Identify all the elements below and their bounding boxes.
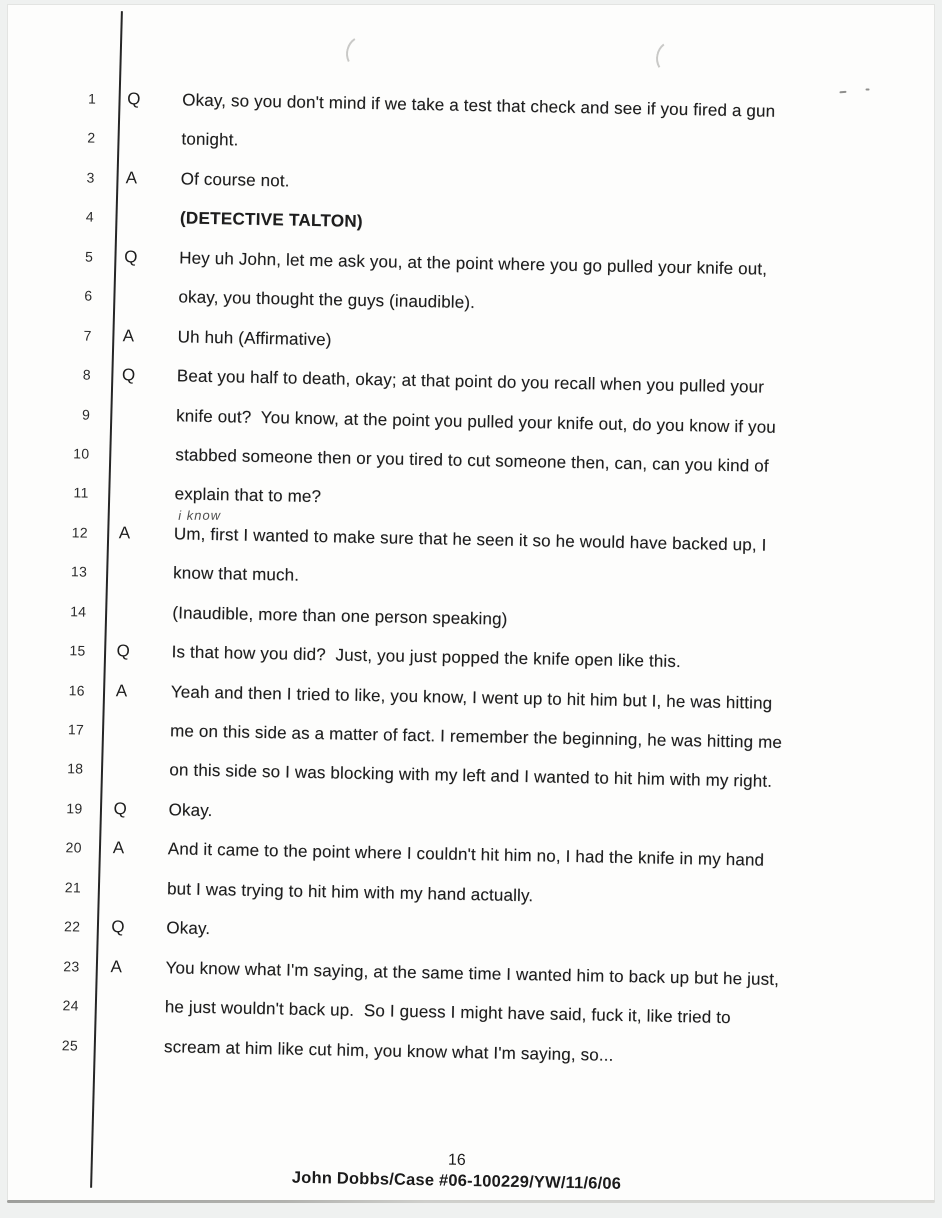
line-number: 15 — [69, 642, 86, 659]
line-number: 3 — [86, 169, 95, 186]
speaker-label: A — [118, 523, 131, 543]
line-number: 10 — [73, 445, 90, 462]
scan-edge-streak — [7, 1200, 935, 1203]
line-number: 7 — [83, 327, 92, 344]
speaker-label: A — [115, 680, 128, 700]
line-text: (Inaudible, more than one person speaking) — [172, 602, 508, 629]
line-number: 18 — [67, 760, 84, 778]
line-text: Of course not. — [180, 169, 290, 191]
speaker-label: Q — [124, 247, 138, 267]
line-text: stabbed someone then or you tired to cut someone then, can, can you kind of — [175, 445, 769, 476]
speaker-label: Q — [121, 365, 136, 385]
line-number: 4 — [85, 208, 95, 226]
line-number: 6 — [84, 287, 93, 304]
speaker-label: Q — [111, 917, 125, 937]
line-text: on this side so I was blocking with my left and I wanted to hit him with my right. — [169, 760, 773, 792]
page-number: 16 — [447, 1151, 466, 1169]
transcript-body — [7, 84, 935, 1088]
scan-artifact-mark — [839, 91, 846, 94]
scan-tilt-layer — [7, 5, 935, 1201]
line-text: And it came to the point where I couldn't hit him no, I had the knife in my hand — [167, 839, 765, 870]
line-text: scream at him like cut him, you know what I'm saying, so... — [163, 1036, 614, 1065]
line-text: Uh huh (Affirmative) — [177, 326, 332, 349]
line-number: 19 — [66, 800, 83, 817]
line-text: explain that to me? — [174, 484, 322, 507]
line-number: 13 — [70, 563, 88, 580]
line-text: Um, first I wanted to make sure that he seen it so he would have backed up, I — [173, 524, 767, 555]
line-number: 23 — [63, 957, 80, 975]
speaker-label: A — [125, 168, 138, 188]
line-text: Okay. — [168, 800, 213, 820]
line-number: 9 — [81, 405, 91, 423]
scan-artifact-arc — [653, 38, 689, 77]
line-text: Okay, so you don't mind if we take a test that check and see if you fired a gun — [182, 90, 776, 121]
speaker-label: Q — [116, 641, 131, 661]
line-number: 1 — [87, 90, 97, 107]
line-number: 5 — [84, 248, 94, 265]
speaker-label: A — [110, 956, 123, 976]
line-text: Is that how you did? Just, you just popped the knife open like this. — [171, 642, 682, 672]
line-number: 11 — [73, 484, 89, 502]
line-text: know that much. — [172, 563, 300, 585]
scan-artifact-arc — [342, 32, 380, 73]
line-text: Yeah and then I tried to like, you know, I went up to hit him but I, he was hitting — [170, 681, 773, 713]
handwritten-annotation: i know — [178, 507, 222, 523]
speaker-label: A — [122, 325, 135, 346]
line-text: okay, you thought the guys (inaudible). — [178, 287, 476, 313]
speaker-label: Q — [113, 799, 128, 819]
line-text: (DETECTIVE TALTON) — [179, 208, 364, 232]
line-number: 16 — [68, 681, 86, 699]
line-number: 2 — [87, 129, 96, 147]
line-text: but I was trying to hit him with my hand actually. — [166, 878, 534, 905]
line-text: tonight. — [181, 129, 239, 150]
line-text: You know what I'm saying, at the same time I wanted him to back up but he just, — [165, 957, 780, 989]
line-number: 12 — [71, 524, 89, 541]
line-text: knife out? You know, at the point you pulled your knife out, do you know if you — [175, 405, 777, 437]
line-text: he just wouldn't back up. So I guess I might have said, fuck it, like tried to — [164, 997, 731, 1028]
footer-case-line: John Dobbs/Case #06-100229/YW/11/6/06 — [291, 1168, 622, 1193]
line-text: Okay. — [166, 918, 211, 939]
line-number: 17 — [67, 721, 85, 738]
line-text: me on this side as a matter of fact. I remember the beginning, he was hitting me — [169, 721, 783, 752]
line-number: 20 — [65, 839, 82, 856]
speaker-label: A — [112, 838, 125, 858]
scan-artifact-mark — [866, 88, 870, 90]
line-text: Beat you half to death, okay; at that point do you recall when you pulled your — [176, 366, 765, 397]
line-number: 21 — [64, 879, 82, 896]
line-number: 22 — [63, 918, 81, 935]
scanned-transcript-page — [7, 4, 935, 1201]
line-text: Hey uh John, let me ask you, at the point where you go pulled your knife out, — [179, 248, 768, 279]
line-number: 24 — [62, 997, 79, 1014]
speaker-label: Q — [127, 89, 141, 109]
page-footer — [161, 1146, 752, 1196]
line-number: 25 — [61, 1036, 79, 1054]
line-number: 14 — [70, 602, 87, 620]
line-number: 8 — [82, 366, 92, 383]
